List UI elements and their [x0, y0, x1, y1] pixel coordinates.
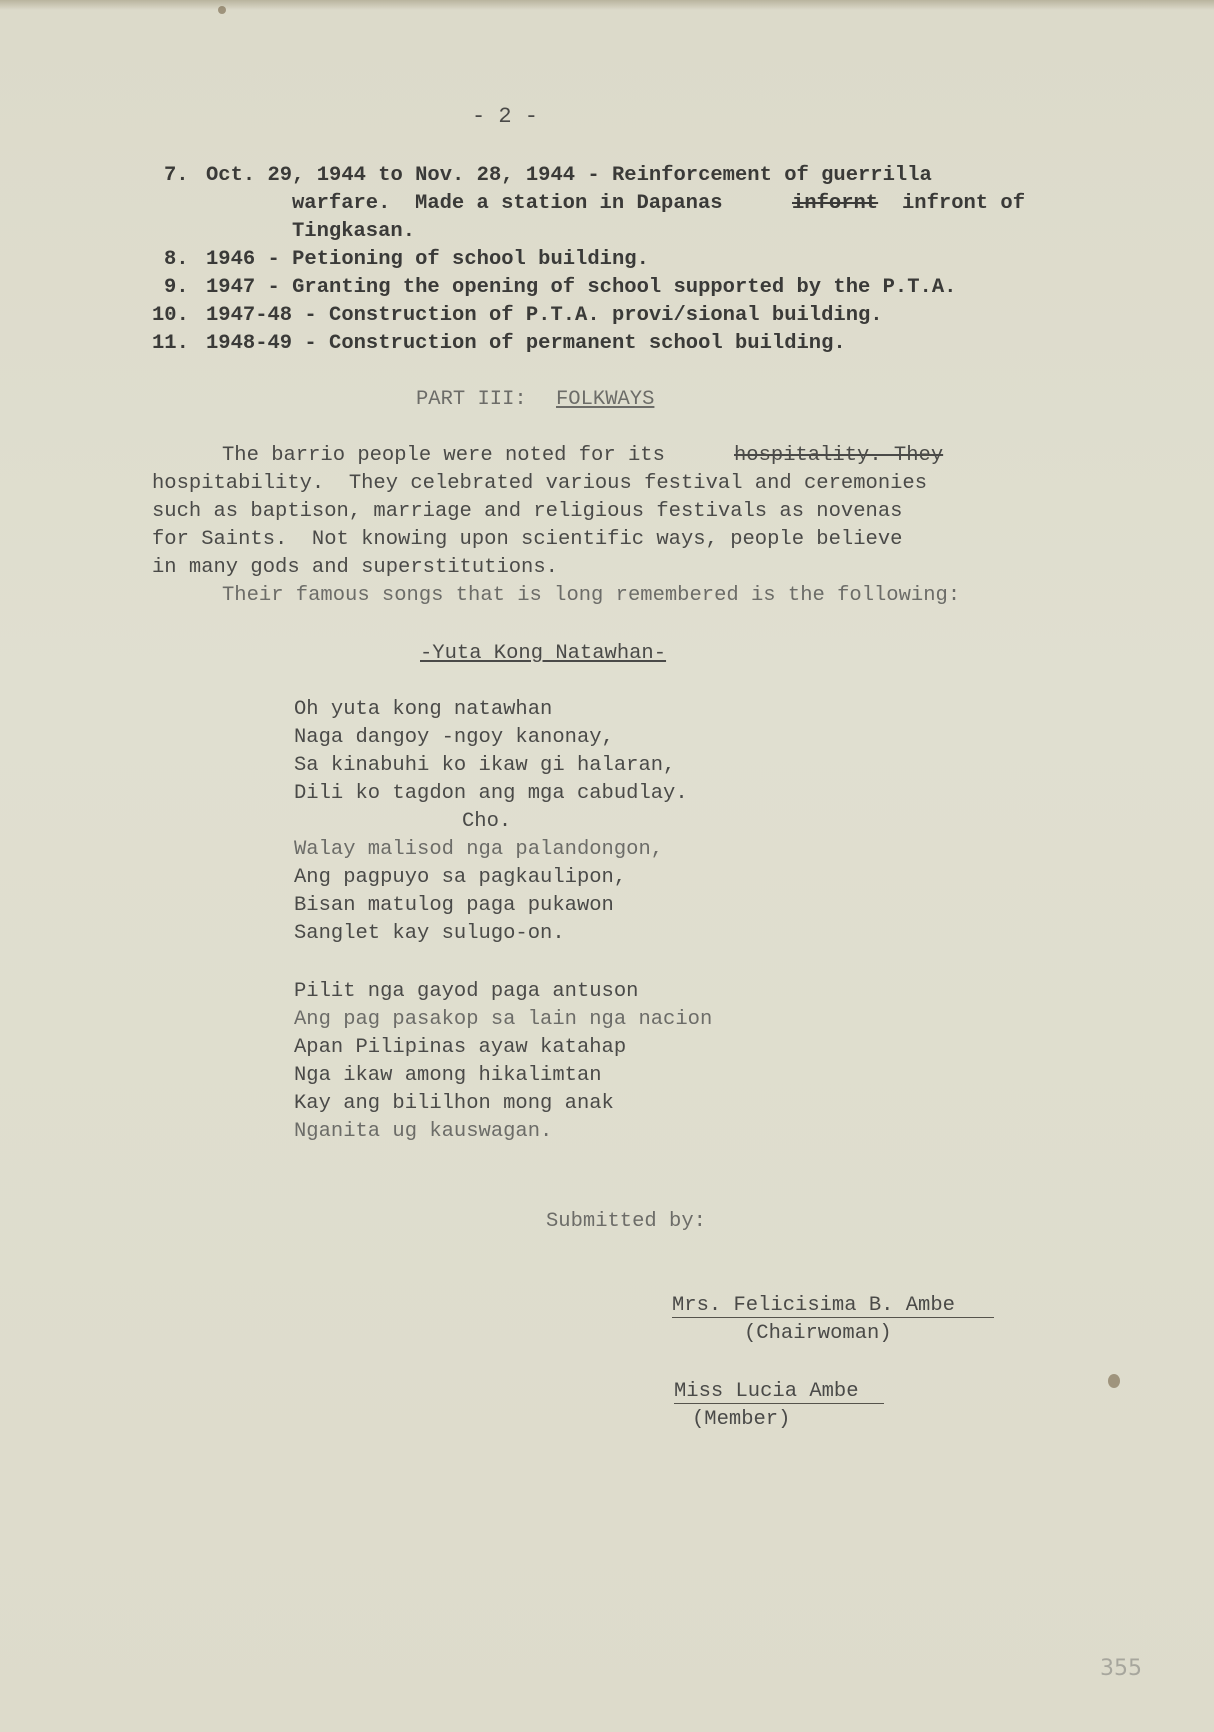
- ink-spot: [218, 6, 226, 14]
- submitted-by-label: Submitted by:: [546, 1210, 706, 1233]
- signatory-1-role: (Chairwoman): [744, 1322, 892, 1345]
- event-9-text: 1947 - Granting the opening of school supported by the P.T.A.: [206, 276, 957, 299]
- signatory-1-name: Mrs. Felicisima B. Ambe: [672, 1294, 955, 1317]
- signatory-2-name: Miss Lucia Ambe: [674, 1380, 859, 1403]
- paragraph-struck-text: hospitality. They: [734, 444, 944, 467]
- ink-spot: [1108, 1374, 1120, 1388]
- paragraph-line-3: such as baptison, marriage and religious festivals as novenas: [152, 500, 903, 523]
- event-9-number: 9.: [164, 276, 189, 299]
- song-stanza2-line-2: Ang pagpuyo sa pagkaulipon,: [294, 866, 627, 889]
- event-7-line-2-end: infront of: [902, 192, 1026, 215]
- pencil-page-mark: 355: [1100, 1656, 1142, 1681]
- song-stanza3-line-2: Ang pag pasakop sa lain nga nacion: [294, 1008, 713, 1031]
- section-title: FOLKWAYS: [556, 388, 655, 411]
- event-7-struck-word: infornt: [792, 192, 879, 215]
- event-7-line-2: warfare. Made a station in Dapanas: [292, 192, 723, 215]
- page-number: - 2 -: [472, 104, 539, 129]
- paragraph-line-5: in many gods and superstitutions.: [152, 556, 558, 579]
- event-11-number: 11.: [152, 332, 189, 355]
- song-stanza1-line-2: Naga dangoy -ngoy kanonay,: [294, 726, 614, 749]
- song-stanza1-line-3: Sa kinabuhi ko ikaw gi halaran,: [294, 754, 676, 777]
- event-8-text: 1946 - Petioning of school building.: [206, 248, 649, 271]
- page-top-edge: [0, 0, 1214, 10]
- song-title: -Yuta Kong Natawhan-: [420, 642, 667, 665]
- song-stanza3-line-3: Apan Pilipinas ayaw katahap: [294, 1036, 627, 1059]
- signature-line-1: [672, 1317, 994, 1318]
- signatory-2-role: (Member): [692, 1408, 791, 1431]
- paragraph-line-2: hospitability. They celebrated various festival and ceremonies: [152, 472, 928, 495]
- event-11-text: 1948-49 - Construction of permanent school building.: [206, 332, 846, 355]
- event-7-number: 7.: [164, 164, 189, 187]
- song-stanza2-line-3: Bisan matulog paga pukawon: [294, 894, 614, 917]
- event-10-text: 1947-48 - Construction of P.T.A. provi/sional building.: [206, 304, 883, 327]
- section-part-label: PART III:: [416, 388, 527, 411]
- paragraph-line-4: for Saints. Not knowing upon scientific ways, people believe: [152, 528, 903, 551]
- signature-line-2: [674, 1403, 884, 1404]
- song-stanza3-line-5: Kay ang bililhon mong anak: [294, 1092, 614, 1115]
- song-chorus-label: Cho.: [462, 810, 512, 833]
- song-stanza3-line-4: Nga ikaw among hikalimtan: [294, 1064, 602, 1087]
- song-stanza1-line-1: Oh yuta kong natawhan: [294, 698, 553, 721]
- event-8-number: 8.: [164, 248, 189, 271]
- event-10-number: 10.: [152, 304, 189, 327]
- song-stanza1-line-4: Dili ko tagdon ang mga cabudlay.: [294, 782, 688, 805]
- song-stanza3-line-6: Nganita ug kauswagan.: [294, 1120, 553, 1143]
- paragraph-line-1: The barrio people were noted for its: [222, 444, 665, 467]
- paragraph-line-6: Their famous songs that is long remembered is the following:: [222, 584, 961, 607]
- event-7-line-3: Tingkasan.: [292, 220, 416, 243]
- song-stanza2-line-1: Walay malisod nga palandongon,: [294, 838, 664, 861]
- song-stanza3-line-1: Pilit nga gayod paga antuson: [294, 980, 639, 1003]
- song-stanza2-line-4: Sanglet kay sulugo-on.: [294, 922, 565, 945]
- event-7-line-1: Oct. 29, 1944 to Nov. 28, 1944 - Reinforcement of guerrilla: [206, 164, 932, 187]
